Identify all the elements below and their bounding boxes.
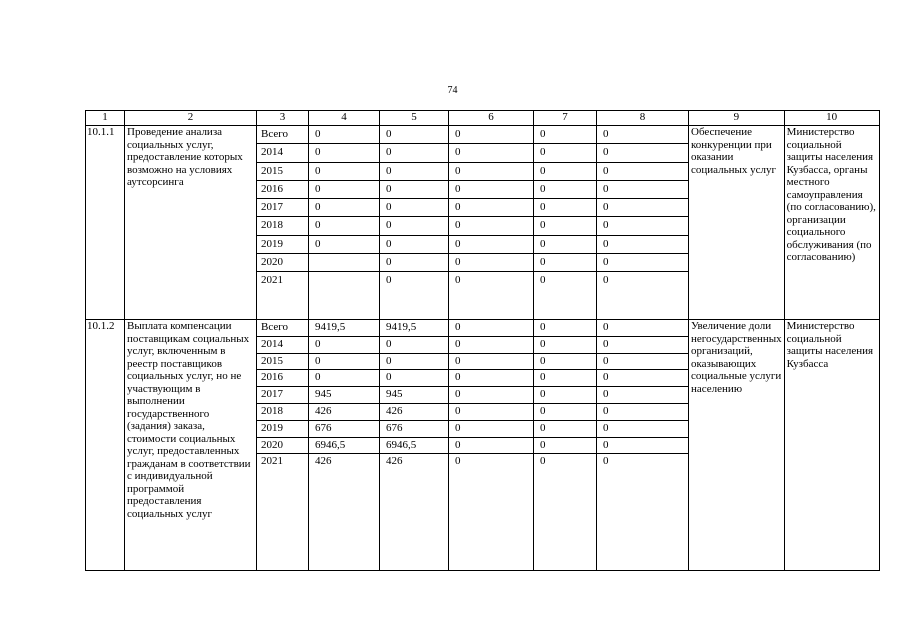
value-cell: 945 [309,387,379,404]
value-cell: 0 [380,181,448,199]
value-cell: 0 [449,163,533,181]
value-cell: 0 [534,370,596,387]
col5-values [380,320,449,571]
value-cell: 426 [315,455,332,468]
year-label: 2016 [257,370,308,387]
value-cell: 0 [534,163,596,181]
header-row [86,111,880,126]
value-cell: 676 [309,421,379,438]
value-cell: 0 [597,181,688,199]
col8-values [597,320,689,571]
value-cell: 0 [534,337,596,354]
value-cell: 0 [449,438,533,455]
value-cell: 9419,5 [309,320,379,337]
header-cell: 4 [309,111,380,126]
value-cell: 6946,5 [309,438,379,455]
col6-values [449,126,534,320]
col5-values [380,126,449,320]
value-cell: 0 [603,274,609,287]
years-cell [257,320,309,571]
year-label: 2020 [257,254,308,272]
value-cell: 0 [603,455,609,468]
measure-name: Проведение анализа социальных услуг, предоставление которых возможно на условиях аутсорсинга [125,126,257,320]
value-cell: 0 [309,181,379,199]
value-cell: 0 [455,274,461,287]
value-cell: 0 [534,404,596,421]
header-cell: 8 [597,111,689,126]
value-cell: 0 [449,126,533,144]
expected-result: Увеличение доли негосударственных организаций, оказывающих социальные услуги населению [689,320,785,571]
year-label: Всего [257,320,308,337]
value-cell: 0 [597,163,688,181]
header-cell: 2 [125,111,257,126]
value-cell [309,254,379,272]
year-label: 2019 [257,236,308,254]
value-cell: 0 [534,254,596,272]
col4-values [309,126,380,320]
value-cell: 426 [386,455,403,468]
value-cell: 0 [534,181,596,199]
value-cell: 0 [380,354,448,371]
header-cell: 1 [86,111,125,126]
col6-values [449,320,534,571]
value-cell: 426 [380,404,448,421]
value-cell: 6946,5 [380,438,448,455]
col8-values [597,126,689,320]
header-cell: 7 [534,111,597,126]
executor: Министерство социальной защиты населения Кузбасса [784,320,879,571]
value-cell: 0 [309,354,379,371]
value-cell: 0 [540,274,546,287]
value-cell: 0 [534,144,596,162]
value-cell: 0 [309,337,379,354]
value-cell: 0 [309,217,379,235]
expected-result: Обеспечение конкуренции при оказании социальных услуг [689,126,785,320]
col4-values [309,320,380,571]
value-cell: 0 [449,354,533,371]
value-cell: 0 [380,337,448,354]
header-cell: 3 [257,111,309,126]
value-cell: 0 [380,199,448,217]
year-label: 2017 [257,199,308,217]
value-cell: 0 [380,236,448,254]
measure-code: 10.1.1 [86,126,125,320]
value-cell: 0 [455,455,461,468]
year-label: 2021 [261,455,283,468]
table-row [86,320,880,571]
year-label: 2020 [257,438,308,455]
value-cell: 0 [386,274,392,287]
value-cell: 0 [449,236,533,254]
value-cell: 0 [534,236,596,254]
value-cell: 0 [309,144,379,162]
value-cell: 0 [597,404,688,421]
value-cell: 0 [449,387,533,404]
value-cell: 0 [449,404,533,421]
value-cell: 0 [534,438,596,455]
value-cell: 0 [597,126,688,144]
year-label: 2019 [257,421,308,438]
table-row [86,126,880,320]
measure-code: 10.1.2 [86,320,125,571]
value-cell: 0 [380,163,448,181]
value-cell: 0 [449,144,533,162]
value-cell: 0 [309,370,379,387]
year-label: 2015 [257,163,308,181]
value-cell: 0 [380,254,448,272]
value-cell: 0 [597,337,688,354]
year-label: 2014 [257,144,308,162]
value-cell: 0 [534,199,596,217]
value-cell: 0 [449,254,533,272]
value-cell: 0 [597,144,688,162]
value-cell: 0 [597,320,688,337]
value-cell: 0 [534,320,596,337]
year-label: 2018 [257,217,308,235]
value-cell: 0 [534,354,596,371]
value-cell: 0 [597,387,688,404]
value-cell: 0 [449,421,533,438]
page-number: 74 [447,85,458,96]
value-cell: 945 [380,387,448,404]
value-cell: 0 [534,126,596,144]
value-cell: 0 [449,181,533,199]
value-cell: 0 [449,337,533,354]
measure-name: Выплата компенсации поставщикам социальных услуг, включенным в реестр поставщиков социальных услуг, но не участвующим в выполнении государственного (задания) заказа, стоимости социальных услуг, предоставленных гражданам в соответствии с индивидуальной программой предоставления социальных услуг [125,320,257,571]
year-label: 2014 [257,337,308,354]
value-cell: 0 [597,236,688,254]
value-cell: 0 [534,387,596,404]
year-label: 2021 [261,274,283,287]
value-cell: 0 [309,126,379,144]
header-cell: 6 [449,111,534,126]
value-cell: 0 [597,421,688,438]
value-cell: 0 [540,455,546,468]
value-cell: 0 [380,370,448,387]
header-cell: 5 [380,111,449,126]
value-cell: 0 [449,217,533,235]
value-cell: 0 [449,199,533,217]
value-cell: 0 [380,126,448,144]
value-cell: 0 [380,217,448,235]
value-cell [309,272,379,289]
value-cell: 0 [597,370,688,387]
value-cell: 0 [449,370,533,387]
value-cell: 0 [597,438,688,455]
value-cell: 0 [309,236,379,254]
executor: Министерство социальной защиты населения Кузбасса, органы местного самоуправления (по согласованию), организации социального обслуживания (по согласованию) [784,126,879,320]
value-cell: 426 [309,404,379,421]
value-cell: 0 [309,163,379,181]
year-label: 2015 [257,354,308,371]
col7-values [534,126,597,320]
header-cell: 9 [689,111,785,126]
col7-values [534,320,597,571]
year-label: Всего [257,126,308,144]
value-cell: 0 [597,199,688,217]
value-cell: 0 [309,199,379,217]
value-cell: 676 [380,421,448,438]
value-cell: 0 [597,254,688,272]
value-cell: 9419,5 [380,320,448,337]
value-cell: 0 [597,217,688,235]
value-cell: 0 [380,144,448,162]
years-cell [257,126,309,320]
header-cell: 10 [784,111,879,126]
year-label: 2018 [257,404,308,421]
year-label: 2016 [257,181,308,199]
year-label: 2017 [257,387,308,404]
value-cell: 0 [534,421,596,438]
measures-table [85,110,880,571]
value-cell: 0 [597,354,688,371]
value-cell: 0 [534,217,596,235]
value-cell: 0 [449,320,533,337]
